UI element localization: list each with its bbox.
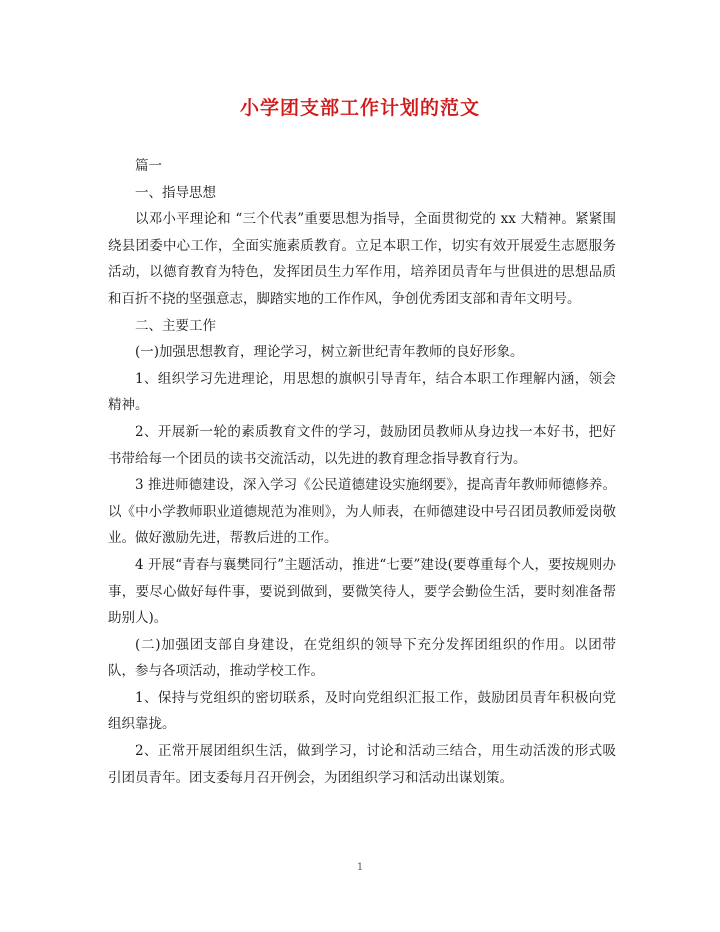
subheading: (一)加强思想教育，理论学习，树立新世纪青年教师的良好形象。	[135, 344, 524, 361]
paragraph: 4 开展“青春与襄樊同行”主题活动，推进“七要”建设(要尊重每个人，要按规则办事，要尽心做好每件事，要说到做到，要微笑待人，要学会勤俭生活，要时刻准备帮助别人)。	[108, 556, 616, 627]
subheading: (二)加强团支部自身建设，在党组织的领导下充分发挥团组织的作用。以团带队，参与各项活动，推动学校工作。	[108, 636, 616, 680]
paragraph: 以邓小平理论和 “三个代表”重要思想为指导，全面贯彻党的 xx 大精神。紧紧围绕县团委中心工作，全面实施素质教育。立足本职工作，切实有效开展爱生志愿服务活动，以德育教育为特色，发挥团员生力军作用，培养团员青年与世俱进的思想品质和百折不挠的坚强意志，脚踏实地的工作作风，争创优秀团支部和青年文明号。	[108, 211, 616, 307]
page-number: 1	[356, 862, 364, 873]
paragraph: 3 推进师德建设，深入学习《公民道德建设实施纲要》，提高青年教师师德修养。以《中小学教师职业道德规范为准则》，为人师表，在师德建设中号召团员教师爱岗敬业。做好激励先进，帮教后进的工作。	[108, 477, 616, 547]
paragraph: 2、开展新一轮的素质教育文件的学习，鼓励团员教师从身边找一本好书，把好书带给每一个团员的读书交流活动，以先进的教育理念指导教育行为。	[108, 423, 616, 467]
document-title: 小学团支部工作计划的范文	[239, 97, 480, 119]
heading-main-work: 二、主要工作	[135, 317, 216, 334]
heading-guiding-ideology: 一、指导思想	[135, 184, 216, 201]
document-body	[108, 153, 616, 791]
paragraph: 1、组织学习先进理论，用思想的旗帜引导青年，结合本职工作理解内涵，领会精神。	[108, 370, 616, 414]
paragraph: 2、正常开展团组织生活，做到学习，讨论和活动三结合，用生动活泼的形式吸引团员青年。团支委每月召开例会，为团组织学习和活动出谋划策。	[108, 743, 616, 786]
section-label: 篇一	[135, 158, 162, 174]
paragraph: 1、保持与党组织的密切联系，及时向党组织汇报工作，鼓励团员青年积极向党组织靠拢。	[108, 689, 616, 733]
